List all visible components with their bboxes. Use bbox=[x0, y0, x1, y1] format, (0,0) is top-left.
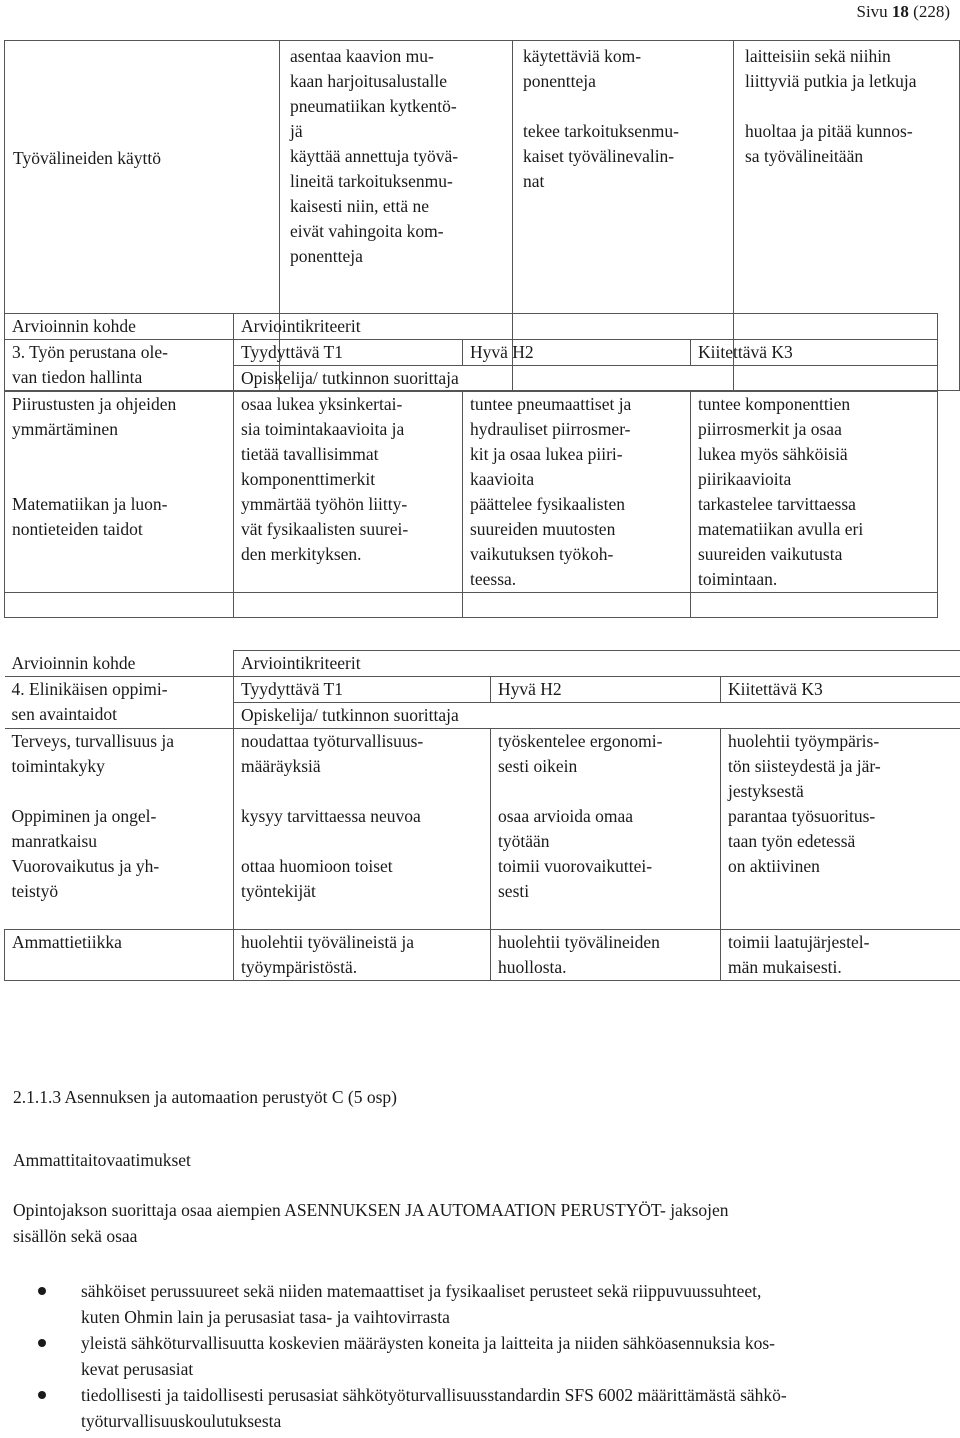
line: Ammattietiikka bbox=[12, 932, 122, 952]
line: pneumatiikan kytkentö- bbox=[290, 96, 457, 116]
grade-label: Tyydyttävä T1 bbox=[241, 679, 343, 699]
t1-text-a bbox=[290, 44, 512, 144]
table3-empty-cell bbox=[463, 593, 691, 618]
page-label: Sivu bbox=[856, 2, 888, 21]
table3-empty-cell bbox=[234, 593, 463, 618]
line: teistyö bbox=[11, 881, 59, 901]
table3-row-h2 bbox=[463, 492, 691, 593]
table3-row-t1 bbox=[234, 392, 463, 493]
table4-row-label bbox=[5, 854, 234, 930]
table4-row-h2 bbox=[491, 729, 721, 805]
line: huollosta. bbox=[498, 957, 567, 977]
table3-row-t1 bbox=[234, 492, 463, 593]
table4-row-k3 bbox=[721, 930, 960, 981]
line: toimintakyky bbox=[11, 756, 105, 776]
line: huolehtii työympäris- bbox=[728, 731, 880, 751]
t1-text-b bbox=[290, 144, 512, 269]
line: tarkastelee tarvittaessa bbox=[698, 494, 856, 514]
line: toimintaan. bbox=[698, 569, 778, 589]
table3-row-label bbox=[5, 392, 234, 493]
requirements-list bbox=[13, 1278, 943, 1434]
table4-row-k3 bbox=[721, 729, 960, 805]
line: sesti bbox=[498, 881, 530, 901]
line: sesti oikein bbox=[498, 756, 578, 776]
line: sia toimintakaavioita ja bbox=[241, 419, 405, 439]
header-text: Arvioinnin kohde bbox=[11, 652, 136, 673]
table4-grade-h2 bbox=[491, 677, 721, 703]
subheading: Ammattitaitovaatimukset bbox=[13, 1150, 191, 1170]
bullet-icon bbox=[38, 1287, 46, 1295]
line: on aktiivinen bbox=[728, 856, 820, 876]
table3-grade-t1 bbox=[234, 340, 463, 366]
line: kaavioita bbox=[470, 469, 535, 489]
line: kit ja osaa lukea piiri- bbox=[470, 444, 623, 464]
table4-section-title bbox=[5, 677, 234, 729]
line: suureiden vaikutusta bbox=[698, 544, 843, 564]
line: suureiden muutosten bbox=[470, 519, 616, 539]
line: eivät vahingoita kom- bbox=[290, 221, 444, 241]
table4-row-h2 bbox=[491, 804, 721, 854]
grade-label: Tyydyttävä T1 bbox=[241, 342, 343, 362]
line: lukea myös sähköisiä bbox=[698, 444, 848, 464]
line: kevat perusasiat bbox=[81, 1359, 194, 1379]
table3-opiskelija bbox=[234, 366, 938, 392]
list-item bbox=[13, 1382, 943, 1434]
line: Vuorovaikutus ja yh- bbox=[11, 856, 160, 876]
table3-row-k3 bbox=[691, 392, 938, 493]
table3-header-kohde bbox=[5, 314, 234, 340]
line: asentaa kaavion mu- bbox=[290, 46, 434, 66]
line: työympäristöstä. bbox=[241, 957, 358, 977]
line: tietää tavallisimmat bbox=[241, 444, 379, 464]
page-number-value: 18 bbox=[891, 2, 909, 21]
line: työtään bbox=[498, 831, 550, 851]
table4-opiskelija bbox=[234, 703, 960, 729]
line: sen avaintaidot bbox=[11, 704, 117, 724]
line: teessa. bbox=[470, 569, 517, 589]
line: kaan harjoitusalustalle bbox=[290, 71, 447, 91]
line: Piirustusten ja ohjeiden bbox=[12, 394, 177, 414]
line: kaiset työvälinevalin- bbox=[523, 146, 675, 166]
bullet-icon bbox=[38, 1339, 46, 1347]
opiskelija-label: Opiskelija/ tutkinnon suorittaja bbox=[241, 705, 459, 725]
table3-row-h2 bbox=[463, 392, 691, 493]
table4-row-k3 bbox=[721, 854, 960, 930]
assessment-table-3 bbox=[4, 313, 938, 618]
line: osaa arvioida omaa bbox=[498, 806, 634, 826]
line: Opintojakson suorittaja osaa aiempien ASENNUKSEN JA AUTOMAATION PERUSTYÖT- jaksojen bbox=[13, 1200, 729, 1220]
line: män mukaisesti. bbox=[728, 957, 842, 977]
grade-label: Hyvä H2 bbox=[498, 679, 562, 699]
table4-grade-t1 bbox=[234, 677, 491, 703]
line: työskentelee ergonomi- bbox=[498, 731, 663, 751]
line: tuntee komponenttien bbox=[698, 394, 851, 414]
line: hydrauliset piirrosmer- bbox=[470, 419, 631, 439]
line: tuntee pneumaattiset ja bbox=[470, 394, 632, 414]
line: jä bbox=[290, 121, 303, 141]
line: tiedollisesti ja taidollisesti perusasiat sähkötyöturvallisuusstandardin SFS 6002 määrittämästä sähkö- bbox=[81, 1385, 787, 1405]
line: Matematiikan ja luon- bbox=[12, 494, 168, 514]
line: toimii laatujärjestel- bbox=[728, 932, 870, 952]
line: huolehtii työvälineiden bbox=[498, 932, 660, 952]
line: van tiedon hallinta bbox=[12, 367, 143, 387]
line: jestyksestä bbox=[728, 781, 804, 801]
table4-row-t1 bbox=[234, 804, 491, 854]
section-heading: 2.1.1.3 Asennuksen ja automaation perustyöt C (5 osp) bbox=[13, 1087, 397, 1107]
line: parantaa työsuoritus- bbox=[728, 806, 876, 826]
table4-row-h2 bbox=[491, 854, 721, 930]
line: matematiikan avulla eri bbox=[698, 519, 864, 539]
line: ponentteja bbox=[290, 246, 363, 266]
line: kysyy tarvittaessa neuvoa bbox=[241, 806, 421, 826]
table3-grade-h2 bbox=[463, 340, 691, 366]
assessment-table-4 bbox=[4, 650, 960, 981]
table4-row-label bbox=[5, 804, 234, 854]
line: kuten Ohmin lain ja perusasiat tasa- ja vaihtovirrasta bbox=[81, 1307, 450, 1327]
header-text: Arviointikriteerit bbox=[241, 653, 361, 673]
table4-row-h2 bbox=[491, 930, 721, 981]
header-text: Arvioinnin kohde bbox=[12, 316, 136, 336]
line: piirrosmerkit ja osaa bbox=[698, 419, 842, 439]
line: määräyksiä bbox=[241, 756, 321, 776]
line: komponenttimerkit bbox=[241, 469, 376, 489]
table3-section-title bbox=[5, 340, 234, 392]
table4-header-kriteerit bbox=[234, 651, 960, 677]
table4-row-t1 bbox=[234, 854, 491, 930]
opiskelija-label: Opiskelija/ tutkinnon suorittaja bbox=[241, 368, 459, 388]
line: tön siisteydestä ja jär- bbox=[728, 756, 881, 776]
line: päättelee fysikaalisten bbox=[470, 494, 625, 514]
line: 4. Elinikäisen oppimi- bbox=[11, 679, 168, 699]
line: vät fysikaalisten suurei- bbox=[241, 519, 409, 539]
line: ymmärtää työhön liitty- bbox=[241, 494, 408, 514]
table4-row-t1 bbox=[234, 729, 491, 805]
line: ottaa huomioon toiset bbox=[241, 856, 393, 876]
line: taan työn edetessä bbox=[728, 831, 856, 851]
line: ymmärtäminen bbox=[12, 419, 118, 439]
grade-label: Hyvä H2 bbox=[470, 342, 534, 362]
tool-usage-label: Työvälineiden käyttö bbox=[13, 148, 161, 168]
line: Oppiminen ja ongel- bbox=[11, 806, 157, 826]
table3-header-kriteerit bbox=[234, 314, 938, 340]
line: kaisesti niin, että ne bbox=[290, 196, 429, 216]
table4-header-kohde bbox=[5, 651, 234, 677]
line: liittyviä putkia ja letkuja bbox=[745, 71, 917, 91]
table4-row-label bbox=[5, 729, 234, 805]
line: lineitä tarkoituksenmu- bbox=[290, 171, 453, 191]
line: sähköiset perussuureet sekä niiden matemaattiset ja fysikaaliset perusteet sekä riippuvuussuhteet, bbox=[81, 1281, 762, 1301]
line: sa työvälineitään bbox=[745, 146, 864, 166]
line: ponentteja bbox=[523, 71, 596, 91]
line: käytettäviä kom- bbox=[523, 46, 642, 66]
line: työntekijät bbox=[241, 881, 316, 901]
table3-empty-cell bbox=[691, 593, 938, 618]
line: piirikaavioita bbox=[698, 469, 792, 489]
list-item bbox=[13, 1278, 943, 1330]
line: käyttää annettuja työvä- bbox=[290, 146, 459, 166]
line: den merkityksen. bbox=[241, 544, 362, 564]
table3-row-k3 bbox=[691, 492, 938, 593]
line: työturvallisuuskoulutuksesta bbox=[81, 1411, 282, 1431]
bullet-icon bbox=[38, 1391, 46, 1399]
line: noudattaa työturvallisuus- bbox=[241, 731, 424, 751]
line: Terveys, turvallisuus ja bbox=[11, 731, 175, 751]
line: vaikutuksen työkoh- bbox=[470, 544, 614, 564]
table4-row-label bbox=[5, 930, 234, 981]
line: huoltaa ja pitää kunnos- bbox=[745, 121, 913, 141]
line: huolehtii työvälineistä ja bbox=[241, 932, 415, 952]
page-number bbox=[856, 2, 950, 22]
line: nat bbox=[523, 171, 545, 191]
table4-row-k3 bbox=[721, 804, 960, 854]
line: laitteisiin sekä niihin bbox=[745, 46, 891, 66]
header-text: Arviointikriteerit bbox=[241, 316, 361, 336]
intro-paragraph bbox=[13, 1197, 943, 1249]
line: toimii vuorovaikuttei- bbox=[498, 856, 653, 876]
line: yleistä sähköturvallisuutta koskevien määräysten koneita ja laitteita ja niiden sähköasennuksia kos- bbox=[81, 1333, 775, 1353]
line: 3. Työn perustana ole- bbox=[12, 342, 168, 362]
line: osaa lukea yksinkertai- bbox=[241, 394, 403, 414]
line: manratkaisu bbox=[11, 831, 98, 851]
grade-label: Kiitettävä K3 bbox=[728, 679, 823, 699]
line: nontieteiden taidot bbox=[12, 519, 143, 539]
list-item bbox=[13, 1330, 943, 1382]
page-total: (228) bbox=[913, 2, 950, 21]
table3-empty-cell bbox=[5, 593, 234, 618]
table4-grade-k3 bbox=[721, 677, 960, 703]
line: tekee tarkoituksenmu- bbox=[523, 121, 679, 141]
grade-label: Kiitettävä K3 bbox=[698, 342, 793, 362]
line: sisällön sekä osaa bbox=[13, 1226, 138, 1246]
table3-grade-k3 bbox=[691, 340, 938, 366]
table4-row-t1 bbox=[234, 930, 491, 981]
table3-row-label bbox=[5, 492, 234, 593]
